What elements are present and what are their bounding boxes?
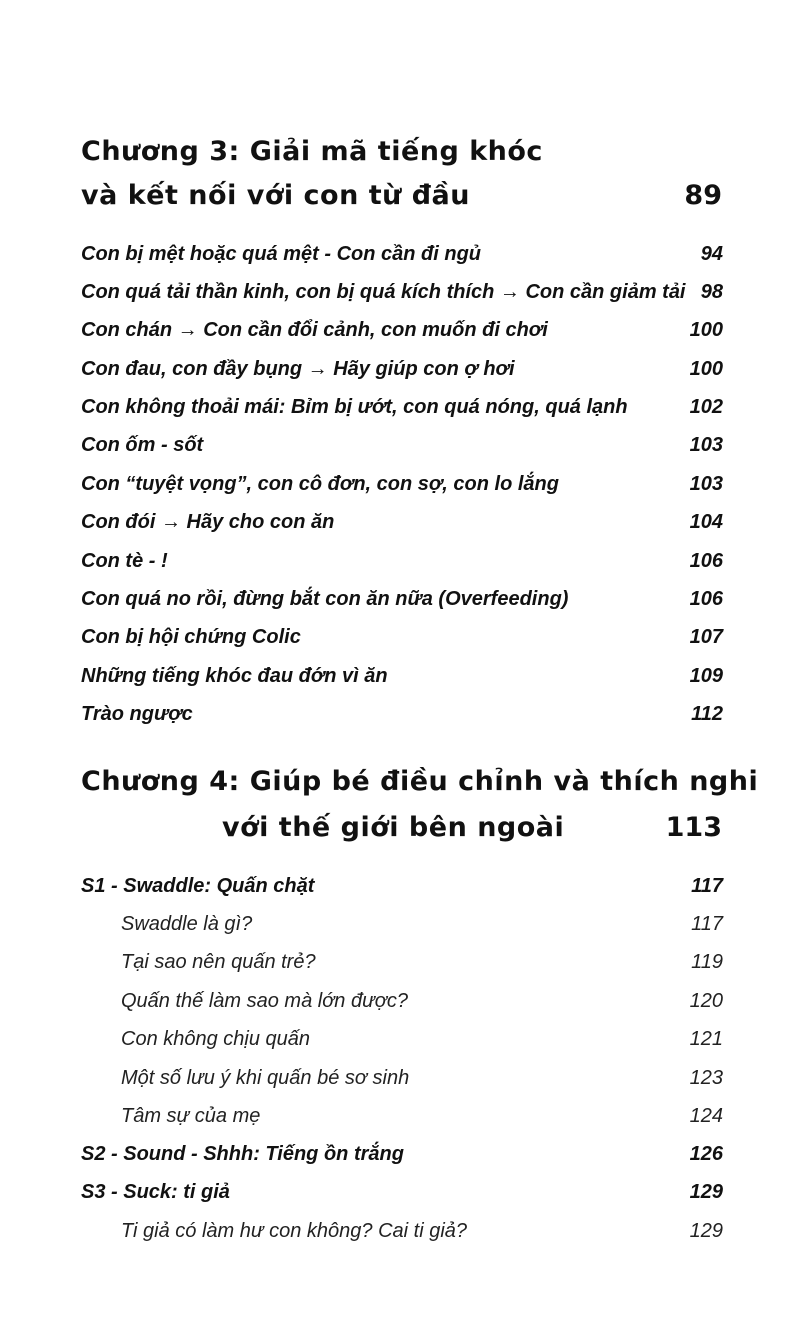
toc-entry[interactable] [0,622,800,652]
toc-subentry[interactable] [0,909,800,939]
toc-entry-title: Con không chịu quấn [121,1028,311,1050]
toc-entry[interactable] [0,1177,800,1207]
toc-entry[interactable] [0,661,800,691]
toc-entry-title: Tại sao nên quấn trẻ? [121,951,316,973]
toc-entry-title: Con chán → Con cần đổi cảnh, con muốn đi chơi [81,319,548,341]
toc-entry[interactable] [0,277,800,307]
toc-entry[interactable] [0,584,800,614]
toc-entry-title: Những tiếng khóc đau đớn vì ăn [81,665,388,687]
toc-entry-page: 124 [689,1105,723,1127]
toc-entry-page: 100 [689,319,723,341]
toc-entry-page: 129 [689,1181,723,1203]
toc-entry-title: Tâm sự của mẹ [121,1105,261,1127]
toc-entry-page: 107 [689,626,723,648]
toc-entry-title: Con tè - ! [81,550,168,572]
toc-subentry[interactable] [0,1101,800,1131]
toc-subentry[interactable] [0,1024,800,1054]
toc-subentry[interactable] [0,1063,800,1093]
toc-entry[interactable] [0,354,800,384]
toc-entry-page: 120 [689,990,723,1012]
toc-entry-title: Con “tuyệt vọng”, con cô đơn, con sợ, con lo lắng [81,473,559,495]
chapter-3-title-line-1: Chương 3: Giải mã tiếng khóc [81,136,543,167]
toc-entry[interactable] [0,392,800,422]
chapter-3-title-line-2: và kết nối với con từ đầu [81,180,470,211]
toc-entry-page: 109 [689,665,723,687]
toc-entry-page: 104 [689,511,723,533]
toc-entry[interactable] [0,1139,800,1169]
toc-entry-title: Con bị hội chứng Colic [81,626,301,648]
toc-entry-page: 103 [689,473,723,495]
toc-entry-title: S3 - Suck: ti giả [81,1181,230,1203]
toc-entry-page: 106 [689,588,723,610]
toc-entry[interactable] [0,507,800,537]
toc-entry-page: 126 [689,1143,723,1165]
toc-entry-page: 117 [691,875,723,897]
toc-entry[interactable] [0,430,800,460]
toc-entry-title: Ti giả có làm hư con không? Cai ti giả? [121,1220,468,1242]
toc-entry-title: Con quá tải thần kinh, con bị quá kích thích → Con cần giảm tải [81,281,686,303]
toc-entry-title: Con không thoải mái: Bỉm bị ướt, con quá nóng, quá lạnh [81,396,628,418]
toc-subentry[interactable] [0,947,800,977]
toc-entry-title: Con đau, con đầy bụng → Hãy giúp con ợ hơi [81,358,515,380]
toc-entry[interactable] [0,239,800,269]
toc-entry-title: Swaddle là gì? [121,913,253,935]
toc-entry-page: 98 [700,281,723,303]
toc-entry-page: 103 [689,434,723,456]
toc-entry-title: Một số lưu ý khi quấn bé sơ sinh [121,1067,410,1089]
toc-entry-page: 100 [689,358,723,380]
chapter-4-title-line-1: Chương 4: Giúp bé điều chỉnh và thích nghi [81,766,759,797]
chapter-4-page-number: 113 [665,812,722,843]
chapter-3-page-number: 89 [684,180,722,211]
toc-entry-title: Quấn thế làm sao mà lớn được? [121,990,408,1012]
toc-entry-title: Con ốm - sốt [81,434,204,456]
toc-entry-page: 129 [689,1220,723,1242]
toc-entry-page: 94 [700,243,723,265]
toc-entry[interactable] [0,871,800,901]
toc-subentry[interactable] [0,1216,800,1246]
toc-entry-title: Con quá no rồi, đừng bắt con ăn nữa (Overfeeding) [81,588,569,610]
toc-subentry[interactable] [0,986,800,1016]
toc-entry-page: 119 [691,951,723,973]
toc-entry[interactable] [0,469,800,499]
toc-entry-page: 112 [691,703,723,725]
toc-entry-title: S1 - Swaddle: Quấn chặt [81,875,315,897]
toc-entry-page: 102 [689,396,723,418]
toc-entry[interactable] [0,699,800,729]
toc-entry-page: 121 [689,1028,723,1050]
toc-entry[interactable] [0,546,800,576]
toc-entry-page: 123 [689,1067,723,1089]
toc-entry-page: 117 [691,913,723,935]
toc-entry-title: Con bị mệt hoặc quá mệt - Con cần đi ngủ [81,243,482,265]
toc-entry-page: 106 [689,550,723,572]
toc-entry-title: Con đói → Hãy cho con ăn [81,511,335,533]
toc-entry-title: Trào ngược [81,703,193,725]
chapter-4-title-line-2: với thế giới bên ngoài [222,812,565,843]
toc-entry[interactable] [0,315,800,345]
toc-entry-title: S2 - Sound - Shhh: Tiếng ồn trắng [81,1143,404,1165]
